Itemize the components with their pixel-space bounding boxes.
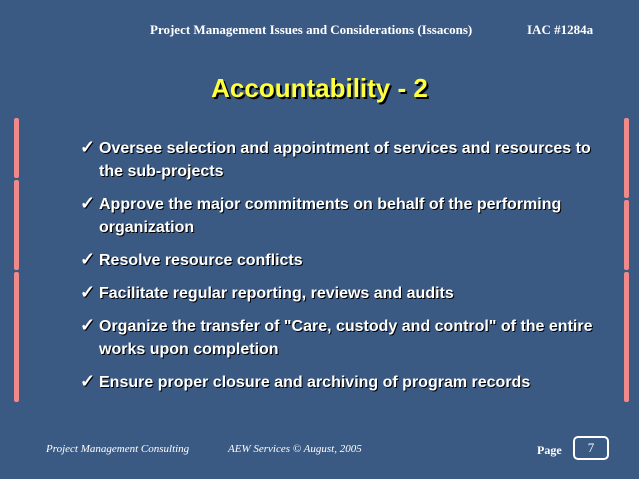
left-decor-bar [14,272,19,402]
slide-header [0,22,639,42]
bullet-item [80,249,610,272]
bullet-list [80,137,610,404]
right-decor-bar [624,272,629,402]
bullet-text: Resolve resource conflicts [99,252,303,269]
bullet-text: Approve the major commitments on behalf of the performing organization [99,196,562,236]
bullet-item [80,371,610,394]
bullet-text: Oversee selection and appointment of services and resources to the sub-projects [99,140,591,180]
footer-company: Project Management Consulting [46,443,190,455]
bullet-text: Organize the transfer of "Care, custody and control" of the entire works upon completion [99,318,593,358]
footer-copyright: AEW Services © August, 2005 [228,443,362,455]
left-decor-bar [14,118,19,178]
slide-title: Accountability - 2 [211,73,428,103]
right-decor-bar [624,118,629,198]
check-mark-icon: ✓ [80,282,96,302]
page-label: Page [537,443,562,457]
right-decor-bar [624,200,629,270]
bullet-item [80,315,610,361]
bullet-item [80,137,610,183]
check-mark-icon: ✓ [80,315,96,335]
check-mark-icon: ✓ [80,249,96,269]
bullet-item [80,282,610,305]
bullet-text: Facilitate regular reporting, reviews and audits [99,285,454,302]
bullet-text: Ensure proper closure and archiving of program records [99,374,531,391]
header-code: IAC #1284a [527,22,594,37]
page-number: 7 [587,440,595,455]
left-decor-bar [14,180,19,270]
header-title: Project Management Issues and Considerations (Issacons) [150,22,473,37]
page-number-box [573,436,609,460]
check-mark-icon: ✓ [80,137,96,157]
check-mark-icon: ✓ [80,371,96,391]
bullet-item [80,193,610,239]
check-mark-icon: ✓ [80,193,96,213]
